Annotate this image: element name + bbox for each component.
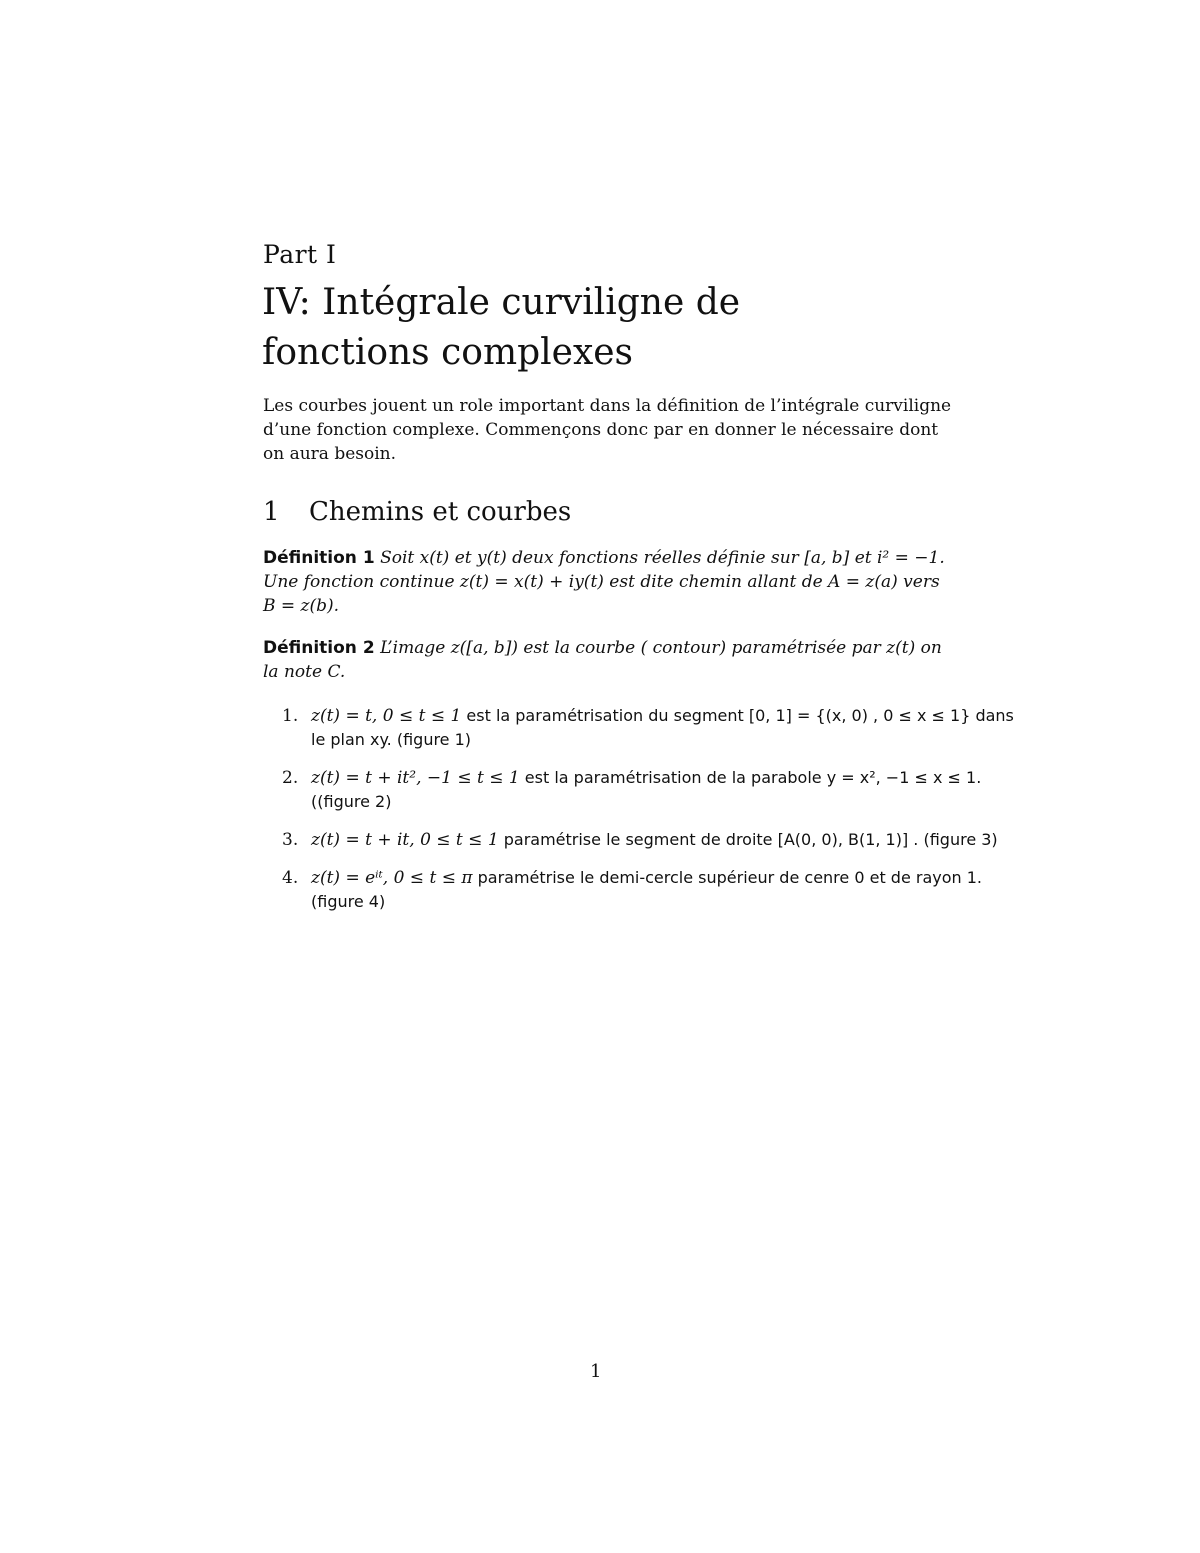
list-item (282, 766, 1022, 814)
intro-paragraph: Les courbes jouent un role important dans la définition de l’intégrale curviligne d’une fonction complexe. Commençons donc par en donner le nécessaire dont on aura besoin. (263, 396, 952, 464)
item-text: paramétrise le demi-cercle supérieur de cenre 0 et de rayon 1. (figure 4) (311, 868, 983, 911)
chapter-title-line-2: fonctions complexes (262, 332, 634, 373)
item-formula: z(t) = t + it², −1 ≤ t ≤ 1 (311, 768, 520, 788)
example-list (282, 704, 1022, 928)
section-number: 1 (263, 497, 280, 527)
list-item (282, 828, 1022, 852)
section-title: Chemins et courbes (309, 497, 572, 527)
list-item (282, 704, 1022, 752)
list-marker: 2. (282, 768, 299, 788)
list-marker: 1. (282, 706, 299, 726)
item-formula: z(t) = t + it, 0 ≤ t ≤ 1 (311, 830, 499, 850)
item-text: paramétrise le segment de droite [A(0, 0), B(1, 1)] . (figure 3) (498, 830, 998, 849)
list-marker: 4. (282, 868, 299, 888)
list-item (282, 866, 1022, 914)
item-formula: z(t) = eⁱᵗ, 0 ≤ t ≤ π (311, 868, 473, 888)
item-formula: z(t) = t, 0 ≤ t ≤ 1 (311, 706, 462, 726)
definition-label: Définition 2 (263, 638, 375, 658)
page-number: 1 (590, 1361, 602, 1382)
section-heading (263, 497, 571, 527)
definition-label: Définition 1 (263, 548, 375, 568)
list-marker: 3. (282, 830, 299, 850)
definition-1 (263, 546, 953, 618)
definition-body: Soit x(t) et y(t) deux fonctions réelles définie sur [a, b] et i² = −1. Une fonction continue z(t) = x(t) + iy(t) est dite chemin allant de A = z(a) vers B = z(b). (263, 548, 945, 616)
definition-2 (263, 636, 953, 684)
definition-body: L’image z([a, b]) est la courbe ( contour) paramétrisée par z(t) on la note C. (263, 638, 942, 682)
item-text: est la paramétrisation de la parabole y = x², −1 ≤ x ≤ 1. ((figure 2) (311, 768, 982, 811)
chapter-title-line-1: IV: Intégrale curviligne de (262, 282, 741, 323)
item-text: est la paramétrisation du segment [0, 1] = {(x, 0) , 0 ≤ x ≤ 1} dans le plan xy. (figure 1) (311, 706, 1014, 749)
chapter-title (262, 278, 962, 378)
part-label: Part I (263, 240, 337, 269)
